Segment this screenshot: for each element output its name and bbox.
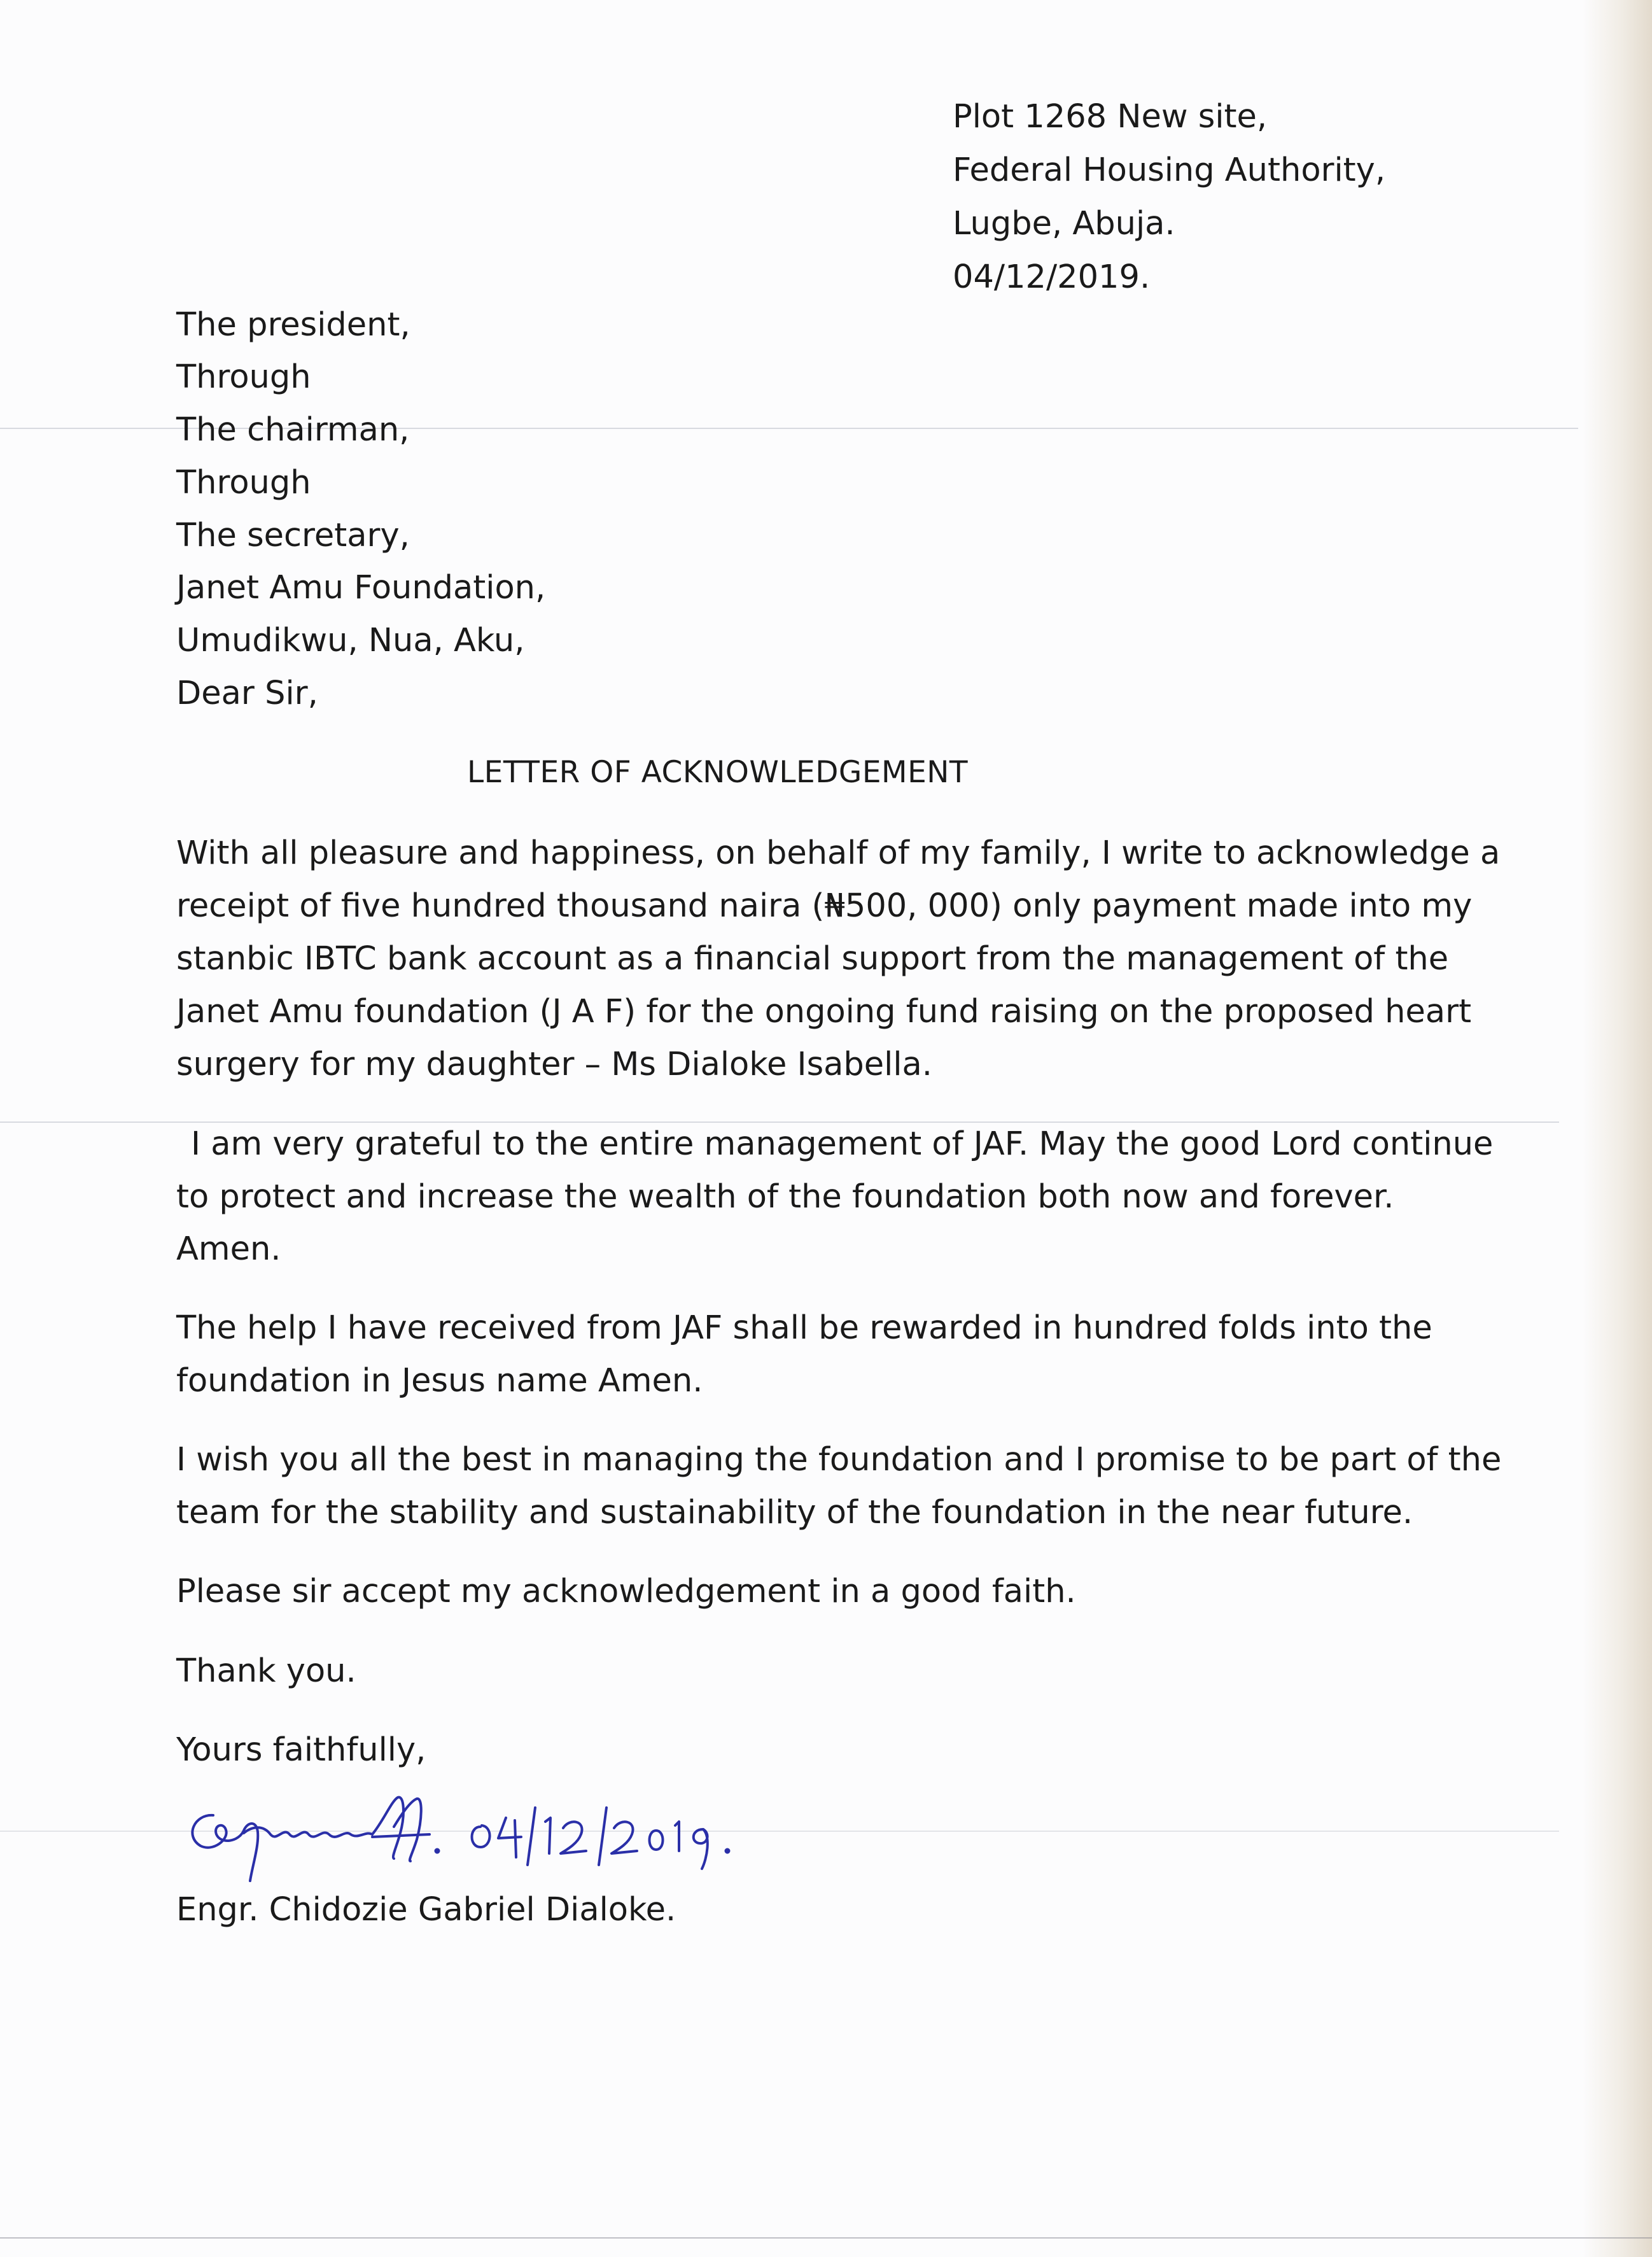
recipient-line: Through xyxy=(176,464,311,502)
salutation: Dear Sir, xyxy=(176,675,318,712)
paragraph-5: Please sir accept my acknowledgement in a good faith. xyxy=(176,1573,1076,1610)
paragraph-line: foundation in Jesus name Amen. xyxy=(176,1362,703,1400)
paragraph-line: I am very grateful to the entire management of JAF. May the good Lord continue xyxy=(191,1125,1494,1163)
paragraph-line: stanbic IBTC bank account as a financial support from the management of the xyxy=(176,940,1449,978)
recipient-line: The chairman, xyxy=(176,411,410,449)
paragraph-line: Amen. xyxy=(176,1230,281,1268)
signature-drawing xyxy=(181,1776,767,1897)
paragraph-line: The help I have received from JAF shall be rewarded in hundred folds into the xyxy=(176,1309,1432,1347)
fold-line xyxy=(0,1121,1559,1123)
recipient-line: Through xyxy=(176,358,311,396)
letter-heading: LETTER OF ACKNOWLEDGEMENT xyxy=(467,755,969,790)
paragraph-line: to protect and increase the wealth of the foundation both now and forever. xyxy=(176,1178,1394,1216)
scan-bottom-edge xyxy=(0,2237,1652,2239)
handwritten-signature xyxy=(181,1776,767,1897)
paragraph-line: I wish you all the best in managing the foundation and I promise to be part of the xyxy=(176,1441,1502,1479)
paragraph-line: With all pleasure and happiness, on behalf of my family, I write to acknowledge a xyxy=(176,834,1501,872)
recipient-line: Janet Amu Foundation, xyxy=(176,569,546,607)
signer-name: Engr. Chidozie Gabriel Dialoke. xyxy=(176,1891,676,1929)
sender-address-line: Plot 1268 New site, xyxy=(953,98,1268,136)
recipient-line: The secretary, xyxy=(176,517,410,554)
letter-date: 04/12/2019. xyxy=(953,258,1151,296)
paragraph-line: Janet Amu foundation (J A F) for the ongoing fund raising on the proposed heart xyxy=(176,993,1472,1030)
sender-address-line: Federal Housing Authority, xyxy=(953,151,1386,189)
closing-line: Yours faithfully, xyxy=(176,1731,426,1769)
recipient-line: Umudikwu, Nua, Aku, xyxy=(176,622,525,659)
recipient-line: The president, xyxy=(176,306,410,344)
scan-edge-shadow xyxy=(1582,0,1652,2257)
thank-you-line: Thank you. xyxy=(176,1652,356,1690)
paragraph-line: surgery for my daughter – Ms Dialoke Isabella. xyxy=(176,1046,932,1083)
paragraph-line: receipt of five hundred thousand naira (₦500, 000) only payment made into my xyxy=(176,887,1473,925)
sender-address-line: Lugbe, Abuja. xyxy=(953,205,1175,243)
paragraph-line: team for the stability and sustainability of the foundation in the near future. xyxy=(176,1494,1413,1531)
